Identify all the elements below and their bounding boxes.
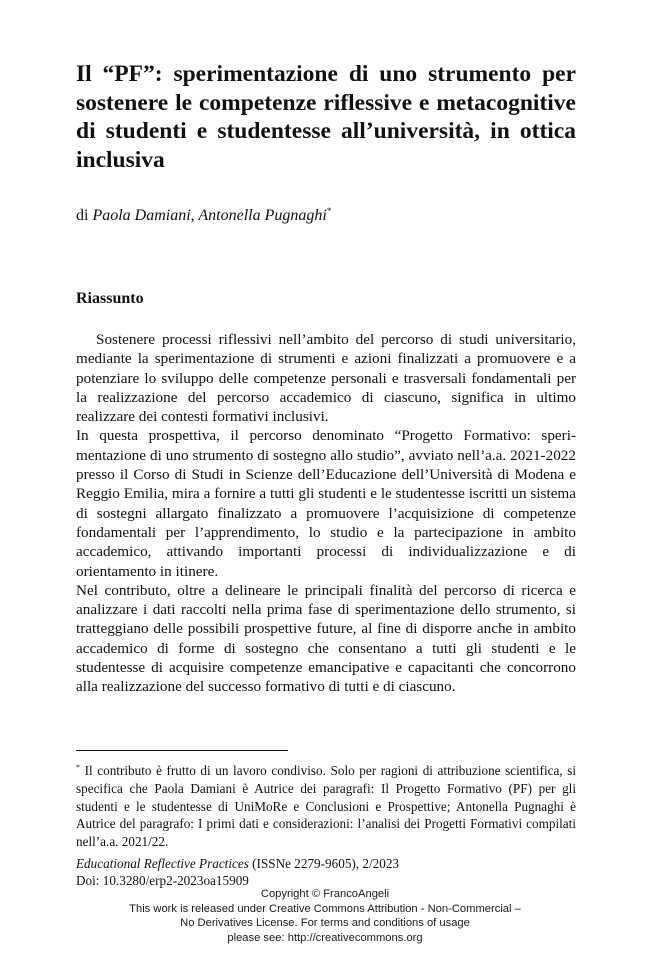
abstract-paragraph: Nel contributo, oltre a delineare le principali finalità del percorso di ricerca e analizzare i dati raccolti nella prima fase di sperimentazione dello strumento, si tratteggiano delle possibili prospettive future, al fine di disporre anche in ambito accademico di forme di sostegno che consentano a tutti gli studenti e le studentesse di acquisire competenze emancipative e capacitanti che concorrono alla realizzazione del successo formativo di tutti e di ciascuno. [76,581,576,696]
footnote-divider [76,750,288,751]
copyright-line: Copyright © FrancoAngeli [260,888,390,900]
footnote-text: Il contributo è frutto di un lavoro condiviso. Solo per ragioni di attribuzione scientifica, si specifica che Paola Damiani è Autrice dei paragrafi: Il Progetto Formativo (PF) per gli studenti e le studentesse di UniMoRe e Conclusioni e Prospettive; Antonella Pugnaghi è Autrice del paragrafo: I primi dati e considerazioni: l’analisi dei Progetti Formativi compilati nell’a.a. 2021/22. [76,763,577,850]
author-names: Paola Damiani, Antonella Pugnaghi [92,207,327,224]
footnote-marker: * [76,763,80,772]
journal-info [76,856,576,889]
article-title: Il “PF”: sperimentazione di uno strumento per sostenere le competenze riflessive e metacognitive di studenti e studentesse all’università, in ottica inclusiva [76,61,576,173]
license-line: This work is released under Creative Commons Attribution - Non-Commercial – [129,902,521,915]
abstract-paragraph: In questa prospettiva, il percorso denominato “Progetto Formativo: sperimentazione di uno strumento di sostegno allo studio”, avviato nell’a.a. 2021-2022 presso il Corso di Studi in Scienze dell’Educazione dell’Università di Modena e Reggio Emilia, mira a fornire a tutti gli studenti e le studentesse iscritti un sistema di sostegni allargato finalizzato a promuovere l’acquisizione di competenze fondamentali per l’apprendimento, lo studio e la partecipazione in ambito accademico, attivando importanti processi di individualizzazione e di orientamento in itinere. [76,427,576,580]
abstract-paragraph: Sostenere processi riflessivi nell’ambito del percorso di studi universitario, mediante la sperimentazione di strumenti e azioni finalizzati a promuovere e a potenziare lo sviluppo delle competenze personali e trasversali fondamentali per la realizzazione del percorso accademico di ciascuno, significa in ultimo realizzare dei contesti formativi inclusivi. [76,331,576,426]
journal-doi: Doi: 10.3280/erp2-2023oa15909 [76,872,249,888]
abstract-body [76,330,576,697]
footnote [76,762,576,851]
journal-issn-issue: (ISSNe 2279-9605), 2/2023 [248,856,400,871]
author-byline [76,206,576,226]
footnote-marker: * [326,206,332,216]
byline-prefix: di [76,207,89,224]
license-line: No Derivatives License. For terms and conditions of usage [180,917,470,930]
journal-citation [76,856,576,873]
journal-name: Educational Reflective Practices [76,856,249,871]
abstract-heading: Riassunto [76,290,144,307]
license-notice [60,887,590,945]
license-line: please see: http://creativecommons.org [227,931,423,944]
